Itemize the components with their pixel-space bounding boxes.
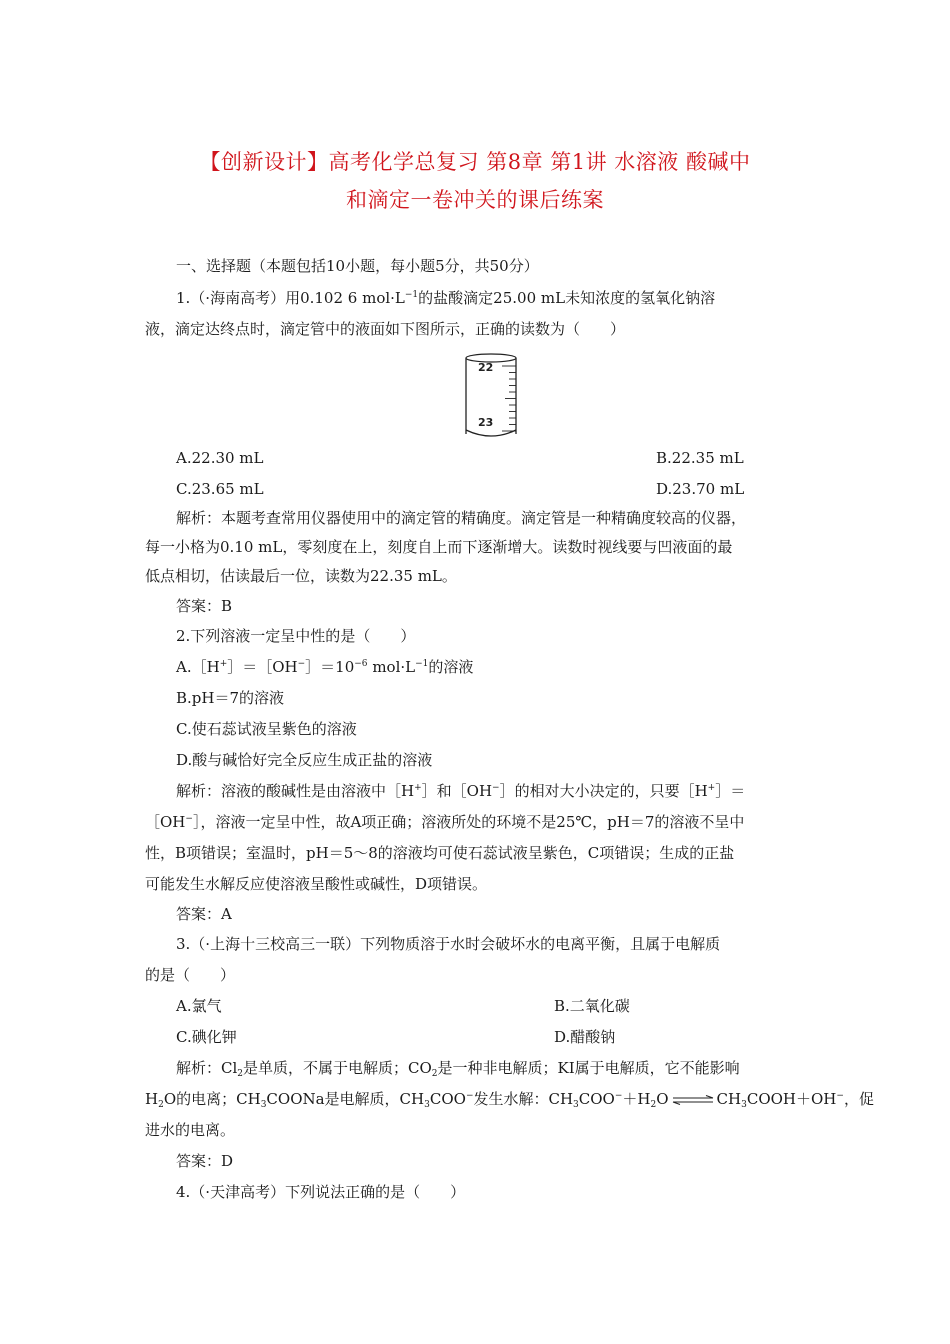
q2-stem: 2.下列溶液一定呈中性的是（ ）: [176, 627, 416, 645]
q3-stem-line-1: 3.（·上海十三校高三一联）下列物质溶于水时会破坏水的电离平衡，且属于电解质: [176, 935, 721, 953]
document-title-line-1: 【创新设计】高考化学总复习 第8章 第1讲 水溶液 酸碱中: [199, 150, 751, 174]
q1-stem-line-2: 液，滴定达终点时，滴定管中的液面如下图所示，正确的读数为（ ）: [145, 320, 626, 338]
q1-stem-line-1: 1.（·海南高考）用0.102 6 $mol\cdot L^{-1}$的盐酸滴定25.00 mL未知浓度的氢氧化钠溶: [176, 289, 716, 307]
q2-answer: 答案：A: [176, 905, 232, 923]
q1-option-c: C.23.65 mL: [176, 480, 264, 498]
q2-explanation-line-3: 性，B项错误；室温时，pH＝5～8的溶液均可使石蕊试液呈紫色，C项错误；生成的正盐: [145, 844, 735, 862]
q1-explanation-line-3: 低点相切，估读最后一位，读数为22.35 mL。: [145, 567, 457, 585]
q1-answer: 答案：B: [176, 597, 233, 615]
q3-option-d: D.醋酸钠: [554, 1028, 616, 1046]
tick-label-23: 23: [478, 416, 494, 429]
q3-stem-line-2: 的是（ ）: [145, 966, 236, 984]
q3-explanation-line-2: $H_2O$的电离；$CH_3COONa$是电解质，$CH_3COO^-$发生水解：$CH_3COO^-+H_2O$ $CH_3COOH+OH^-$，促: [145, 1090, 874, 1110]
q2-option-c: C.使石蕊试液呈紫色的溶液: [176, 720, 357, 738]
q1-option-d: D.23.70 mL: [656, 480, 745, 498]
tick-label-22: 22: [478, 361, 494, 374]
q3-explanation-line-3: 进水的电离。: [145, 1121, 236, 1139]
q3-option-b: B.二氧化碳: [554, 997, 630, 1015]
equilibrium-arrow-icon: [671, 1095, 715, 1105]
q1-options-row-1: [176, 448, 841, 468]
burette-scale-ticks: [502, 366, 516, 431]
q1-option-b: B.22.35 mL: [656, 449, 744, 467]
q1-explanation-line-2: 每一小格为0.10 mL，零刻度在上，刻度自上而下逐渐增大。读数时视线要与凹液面的最: [145, 538, 733, 556]
q3-option-c: C.碘化钾: [176, 1028, 237, 1046]
q3-options-row-1: [176, 996, 841, 1016]
q1-explanation-line-1: 解析：本题考查常用仪器使用中的滴定管的精确度。滴定管是一种精确度较高的仪器，: [176, 509, 747, 527]
q3-option-a: A.氯气: [176, 997, 222, 1015]
document-title-line-2: 和滴定一卷冲关的课后练案: [346, 188, 604, 212]
q1-option-a: A.22.30 mL: [176, 449, 264, 467]
burette-figure: [458, 350, 522, 440]
q3-answer: 答案：D: [176, 1152, 234, 1170]
q2-option-b: B.pH＝7的溶液: [176, 689, 285, 707]
q4-stem: 4.（·天津高考）下列说法正确的是（ ）: [176, 1183, 466, 1201]
q2-explanation-line-2: ［OH−］，溶液一定呈中性，故A项正确；溶液所处的环境不是25℃，pH＝7的溶液不呈中: [145, 813, 745, 831]
q2-option-d: D.酸与碱恰好完全反应生成正盐的溶液: [176, 751, 433, 769]
q2-option-a: $A.[H^+]=[OH^-]=10^{-6}$ $mol\cdot L^{-1}$的溶液: [176, 658, 474, 676]
section-heading: 一、选择题（本题包括10小题，每小题5分，共50分）: [176, 257, 539, 275]
q1-options-row-2: [176, 479, 841, 499]
q2-explanation-line-1: 解析：溶液的酸碱性是由溶液中［H+］和［OH−］的相对大小决定的，只要［H+］＝: [176, 782, 746, 800]
q3-options-row-2: [176, 1027, 841, 1047]
q3-explanation-line-1: 解析：$Cl_2$是单质，不属于电解质；$CO_2$是一种非电解质；KI属于电解质，它不能影响: [176, 1059, 740, 1079]
q2-explanation-line-4: 可能发生水解反应使溶液呈酸性或碱性，D项错误。: [145, 875, 488, 893]
